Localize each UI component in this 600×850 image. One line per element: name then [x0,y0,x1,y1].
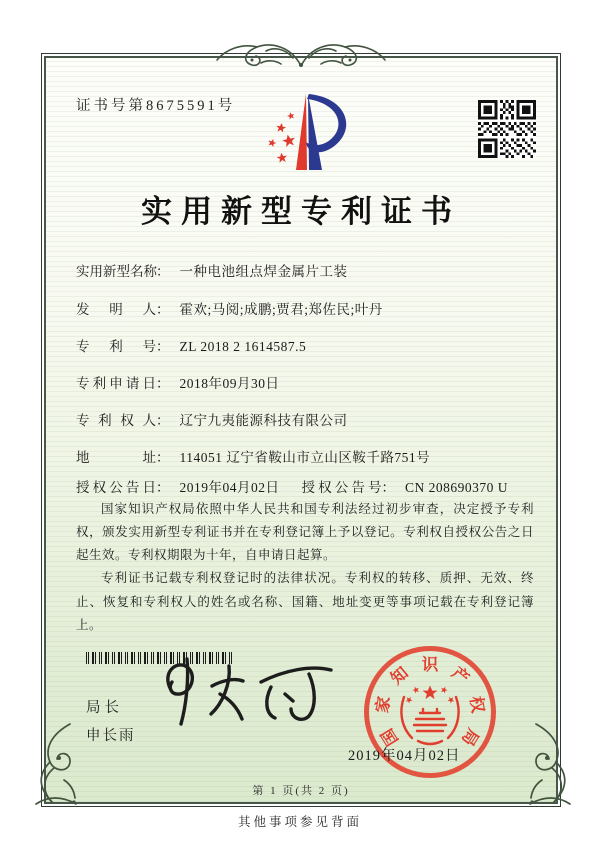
seal-date: 2019年04月02日 [348,748,461,764]
field-inventors: 发明人： 霍欢;马阅;成鹏;贾君;郑佐民;叶丹 [76,298,383,318]
certificate-border-frame [44,56,558,804]
field-value: 114051 辽宁省鞍山市立山区鞍千路751号 [179,450,431,465]
field-label: 授权公告日 [76,480,156,495]
field-label: 专利号 [76,339,156,354]
national-emblem-icon [393,679,467,753]
field-value: ZL 2018 2 1614587.5 [179,339,307,354]
field-utility-model-name: 实用新型名称： 一种电池组点焊金属片工装 [76,260,348,280]
certificate-body-text [76,498,534,637]
field-value: 辽宁九夷能源科技有限公司 [179,413,348,428]
qr-code [478,100,536,158]
certificate-title: 实用新型专利证书 [141,194,461,229]
field-value: 2018年09月30日 [179,376,280,391]
officer-signature [141,654,351,734]
field-label: 专利申请日 [76,376,156,391]
field-grant-row: 授权公告日： 2019年04月02日 授权公告号： CN 208690370 U [76,476,508,496]
field-patentee: 专利权人： 辽宁九夷能源科技有限公司 [76,409,348,429]
field-label: 实用新型名称 [76,264,157,279]
field-patent-number: 专利号： ZL 2018 2 1614587.5 [76,335,306,355]
official-seal: 国 家 知 识 产 权 局 [364,646,496,778]
field-value: 2019年04月02日 [179,480,280,495]
officer-title-label: 局长 [86,700,123,716]
field-label: 专利权人 [76,413,156,428]
field-filing-date: 专利申请日： 2018年09月30日 [76,372,280,392]
field-label: 地址 [76,450,156,465]
officer-name: 申长雨 [86,728,136,744]
body-paragraph-2: 专利证书记载专利权登记时的法律状况。专利权的转移、质押、无效、终止、恢复和专利权人的姓名或名称、国籍、地址变更等事项记载在专利登记簿上。 [76,571,534,632]
body-paragraph-1: 国家知识产权局依照中华人民共和国专利法经过初步审查，决定授予专利权，颁发实用新型专利证书并在专利登记簿上予以登记。专利权自授权公告之日起生效。专利权期限为十年，自申请日起算。 [76,502,534,563]
field-label: 授权公告号 [301,480,382,495]
field-value: 霍欢;马阅;成鹏;贾君;郑佐民;叶丹 [179,302,383,317]
certificate-number: 证书号第8675591号 [76,98,236,114]
field-label: 发明人 [76,302,156,317]
footer-note: 其他事项参见背面 [237,815,362,829]
page-number: 第 1 页(共 2 页) [252,785,350,797]
cnipa-patent-logo-icon [258,86,358,178]
field-value: 一种电池组点焊金属片工装 [179,264,348,279]
field-value: CN 208690370 U [405,480,509,495]
field-address: 地址： 114051 辽宁省鞍山市立山区鞍千路751号 [76,446,430,466]
top-scroll-ornament [211,34,391,76]
